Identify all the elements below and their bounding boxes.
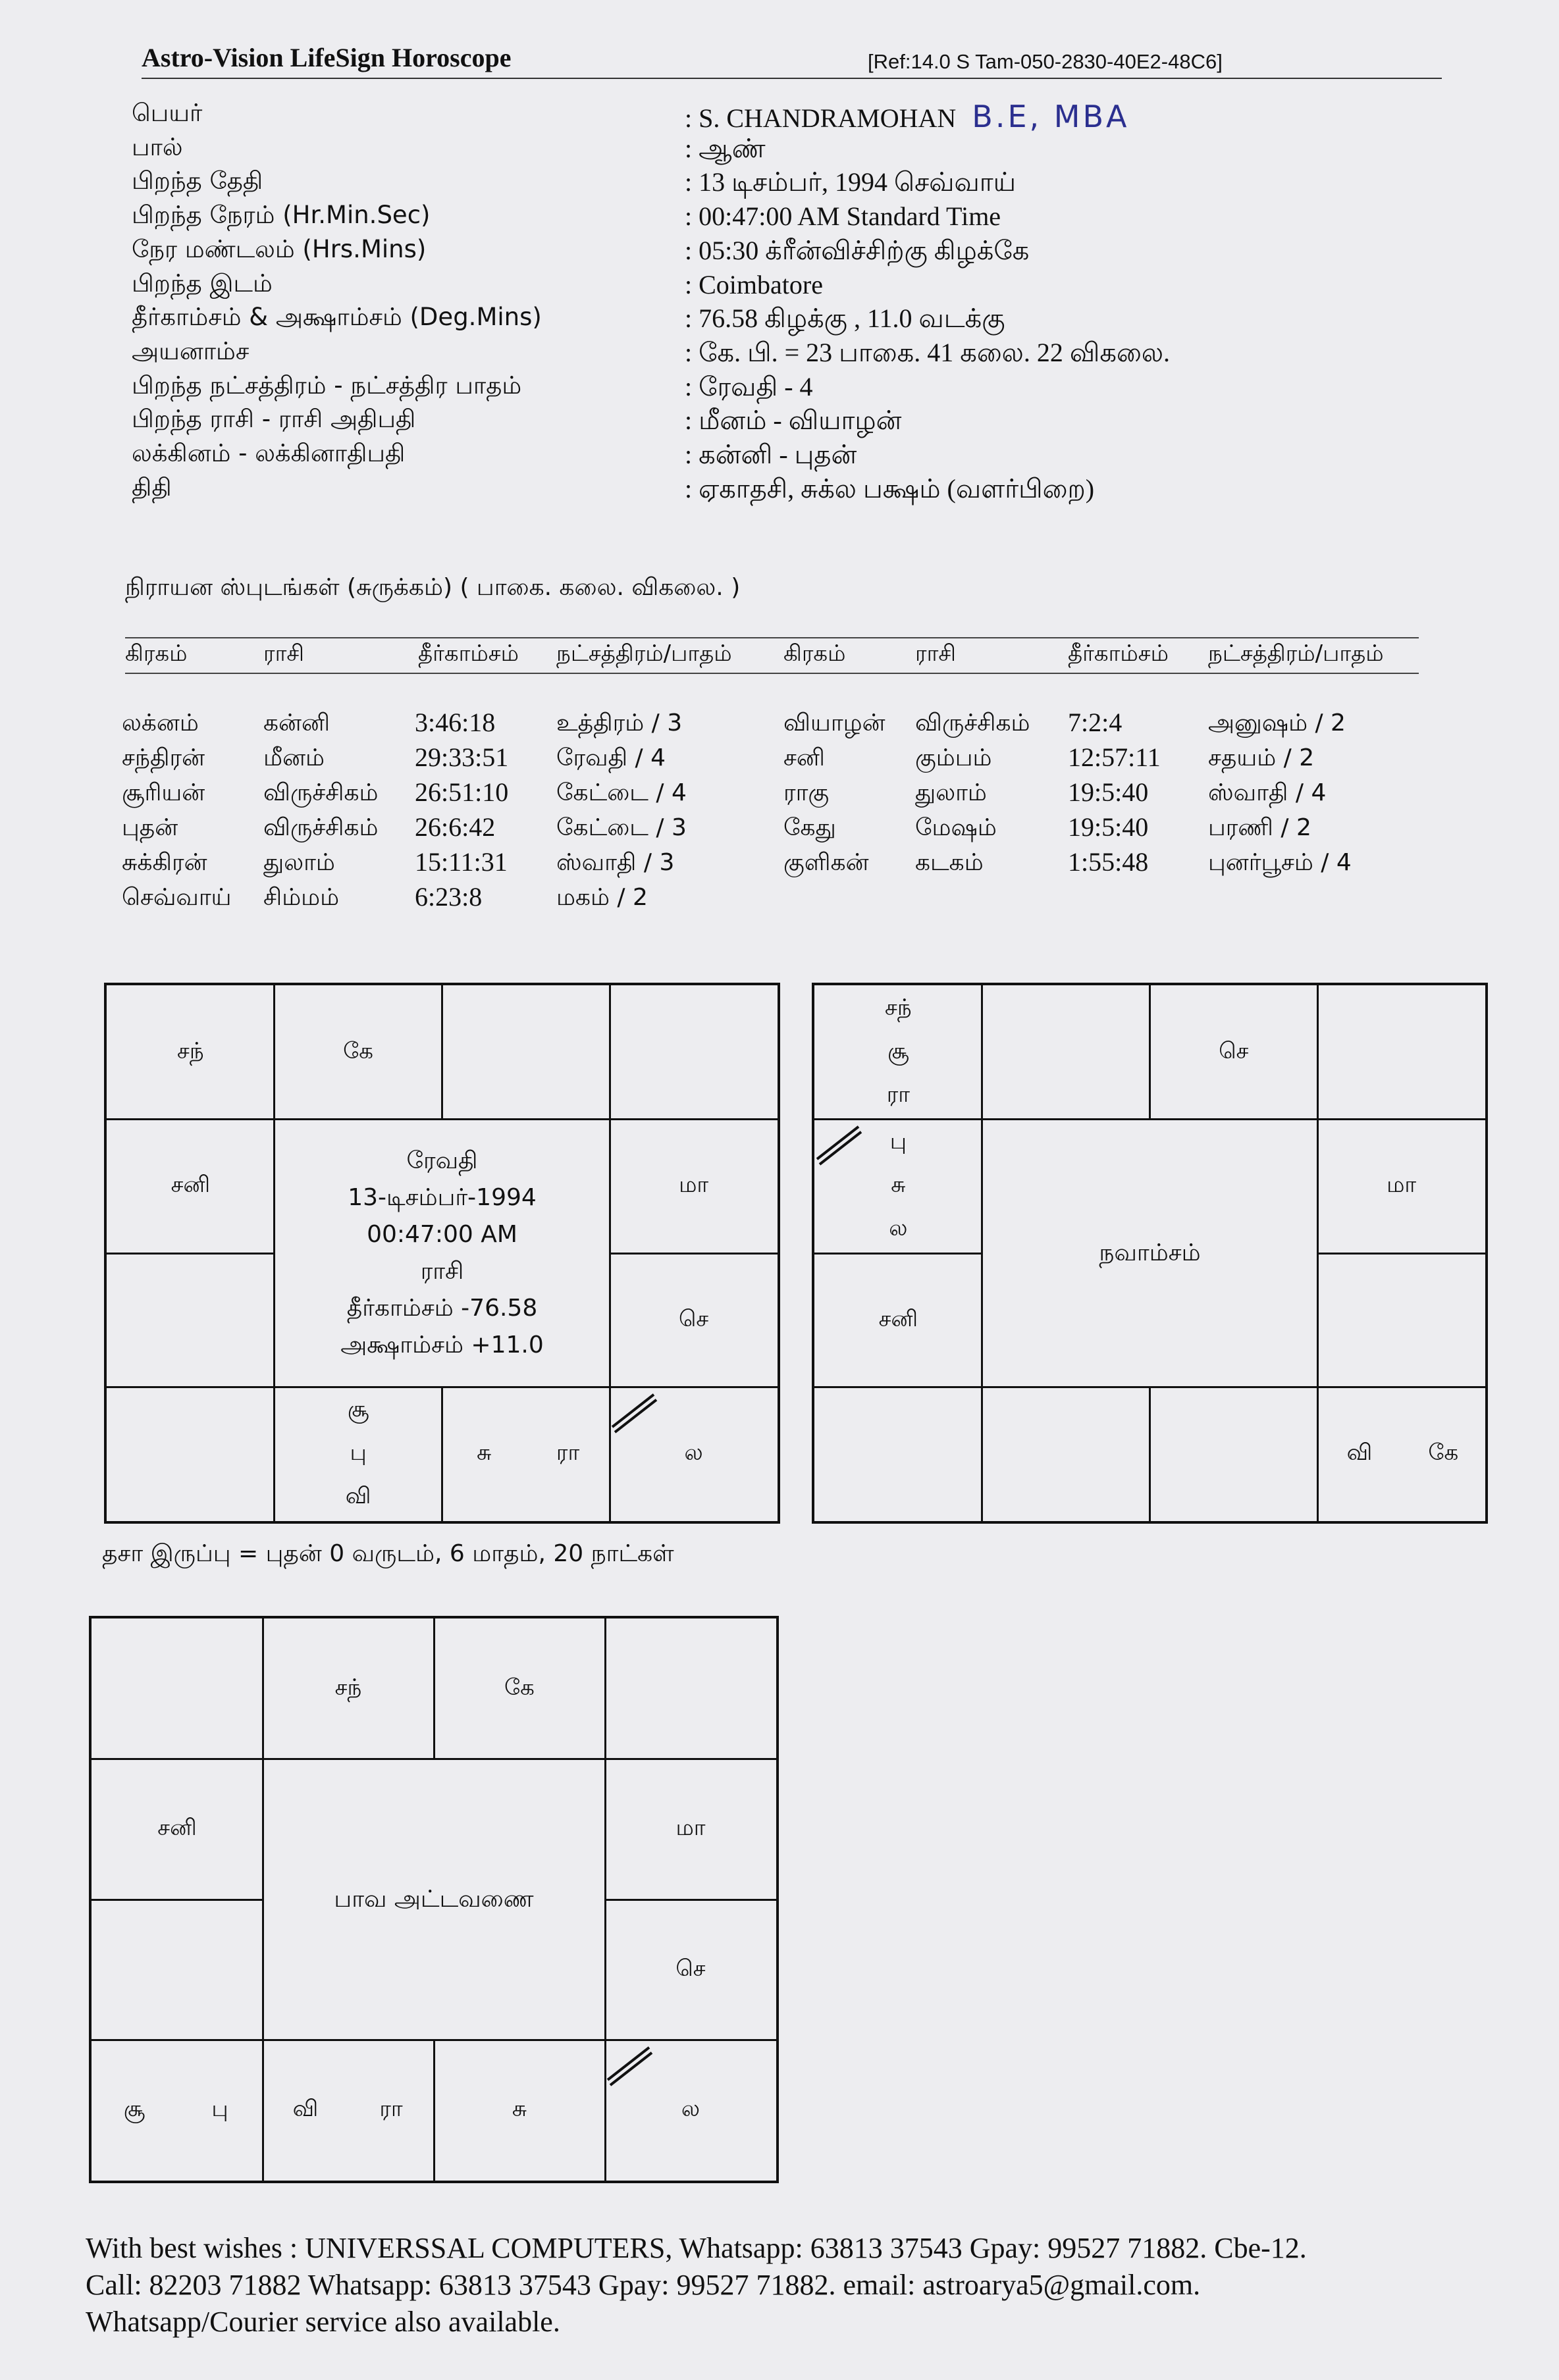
table-cell: புனர்பூசம் / 4 — [1208, 849, 1352, 876]
detail-value-text: : கே. பி. = 23 பாகை. 41 கலை. 22 விகலை. — [685, 337, 1171, 367]
table-cell: ரேவதி / 4 — [556, 744, 666, 771]
detail-label: திதி — [132, 473, 172, 502]
detail-row — [132, 439, 1383, 473]
positions-title: நிராயன ஸ்புடங்கள் (சுருக்கம்) ( பாகை. கலை. விகலை. ) — [125, 574, 741, 601]
planet-label: பு — [211, 2096, 228, 2123]
planet-label: மா — [675, 1815, 706, 1842]
table-cell: 19:5:40 — [1068, 812, 1149, 842]
table-column-header: நட்சத்திரம்/பாதம் — [556, 640, 732, 667]
planet-label: சூ — [347, 1396, 369, 1423]
table-column-header: ராசி — [915, 640, 956, 667]
planet-label: வி — [1346, 1439, 1373, 1466]
planet-label: சு — [891, 1172, 906, 1199]
detail-row — [132, 235, 1383, 269]
reference-code: [Ref:14.0 S Tam-050-2830-40E2-48C6] — [868, 50, 1223, 73]
detail-value — [685, 167, 1016, 201]
detail-row — [132, 201, 1383, 235]
chart-grid-line — [92, 2039, 776, 2041]
lagna-marker — [610, 2052, 653, 2086]
planet-label: சூ — [123, 2096, 145, 2123]
table-header-rule — [125, 673, 1419, 674]
planet-label: சு — [512, 2096, 527, 2123]
document-title: Astro-Vision LifeSign Horoscope — [142, 43, 512, 72]
detail-label: தீர்காம்சம் & அக்ஷாம்சம் (Deg.Mins) — [132, 303, 542, 332]
table-cell: செவ்வாய் — [122, 884, 232, 911]
detail-value-text: : கன்னி - புதன் — [685, 440, 857, 469]
planet-label: மா — [1387, 1172, 1417, 1199]
planet-label: சு — [477, 1439, 492, 1466]
planet-label: சந் — [177, 1037, 204, 1064]
chart-center-line: 00:47:00 AM — [367, 1221, 517, 1248]
navamsa-chart — [812, 983, 1488, 1524]
detail-value-text: : Coimbatore — [685, 269, 823, 299]
table-top-rule — [125, 637, 1419, 638]
planet-label: பு — [889, 1128, 907, 1155]
planet-label: கே — [343, 1037, 374, 1064]
table-cell: துலாம் — [263, 849, 335, 876]
chart-center — [982, 1235, 1318, 1272]
table-cell: மீனம் — [263, 744, 325, 771]
detail-value-text: : 05:30 க்ரீன்விச்சிற்கு கிழக்கே — [685, 235, 1030, 265]
planet-label: கே — [504, 1674, 535, 1701]
bhava-chart — [89, 1616, 779, 2183]
detail-label: லக்கினம் - லக்கினாதிபதி — [132, 439, 406, 467]
table-cell: 26:6:42 — [415, 812, 496, 842]
table-cell: ஸ்வாதி / 4 — [1208, 779, 1327, 806]
table-cell: 26:51:10 — [415, 777, 509, 807]
chart-grid-line — [107, 1386, 778, 1388]
table-cell: 1:55:48 — [1068, 847, 1149, 877]
table-column-header: ராசி — [263, 640, 304, 667]
detail-value-text: : ரேவதி - 4 — [685, 371, 813, 401]
detail-row — [132, 337, 1383, 371]
table-cell: துலாம் — [915, 779, 987, 806]
chart-grid-line — [1149, 1387, 1151, 1522]
table-cell: கேது — [783, 814, 836, 841]
planet-label: மா — [679, 1172, 709, 1199]
planet-label: சூ — [887, 1037, 909, 1064]
footer-line-2: Call: 82203 71882 Whatsapp: 63813 37543 Gpay: 99527 71882. email: astroarya5@gmail.com. — [86, 2269, 1201, 2301]
planet-label: சனி — [157, 1815, 197, 1842]
chart-center-line: ரேவதி — [406, 1147, 478, 1174]
table-column-header: தீர்காம்சம் — [1068, 640, 1169, 667]
table-cell: வியாழன் — [783, 710, 885, 737]
detail-row — [132, 269, 1383, 303]
chart-grid-line — [605, 1899, 776, 1901]
chart-center-line: பாவ அட்டவணை — [334, 1886, 534, 1913]
planet-label: செ — [675, 1955, 706, 1982]
table-column-header: கிரகம் — [125, 640, 188, 667]
table-cell: குளிகன் — [783, 849, 869, 876]
table-cell: 15:11:31 — [415, 847, 508, 877]
chart-center — [263, 1881, 605, 1918]
table-cell: சதயம் / 2 — [1208, 744, 1315, 771]
detail-row — [132, 371, 1383, 405]
chart-center-line: நவாம்சம் — [1099, 1239, 1201, 1266]
table-cell: அனுஷம் / 2 — [1208, 710, 1346, 737]
lagna-marker — [607, 2046, 650, 2081]
table-cell: சுக்கிரன் — [122, 849, 207, 876]
table-cell: மேஷம் — [915, 814, 997, 841]
planet-label: பு — [350, 1439, 367, 1466]
planet-label: வி — [345, 1483, 371, 1510]
chart-grid-line — [92, 1899, 263, 1901]
chart-center-line: 13-டிசம்பர்-1994 — [348, 1184, 537, 1211]
detail-row — [132, 473, 1383, 507]
footer-line-3: Whatsapp/Courier service also available. — [86, 2306, 560, 2338]
detail-label: பால் — [132, 132, 183, 161]
chart-grid-line — [107, 1253, 275, 1255]
chart-grid-line — [610, 1253, 778, 1255]
detail-value — [685, 201, 1001, 232]
chart-center-line: தீர்காம்சம் -76.58 — [346, 1295, 538, 1322]
detail-label: பிறந்த நட்சத்திரம் - நட்சத்திர பாதம் — [132, 371, 522, 400]
detail-value-text: : 13 டிசம்பர், 1994 செவ்வாய் — [685, 167, 1016, 197]
dasa-balance: தசா இருப்பு = புதன் 0 வருடம், 6 மாதம், 20 நாட்கள் — [102, 1540, 674, 1567]
detail-value-text: : 76.58 கிழக்கு , 11.0 வடக்கு — [685, 303, 1005, 334]
lagna-marker — [612, 1393, 655, 1428]
table-cell: லக்னம் — [122, 710, 199, 737]
handwritten-qualification: B.E, MBA — [972, 99, 1130, 134]
table-cell: சந்திரன் — [122, 744, 205, 771]
detail-value-text: : ஆண் — [685, 133, 766, 163]
detail-value-text: : ஏகாதசி, சுக்ல பக்ஷம் (வளர்பிறை) — [685, 473, 1095, 504]
table-cell: புதன் — [122, 814, 178, 841]
table-cell: கும்பம் — [915, 744, 992, 771]
chart-center — [275, 1143, 610, 1364]
chart-grid-line — [814, 1253, 982, 1255]
table-cell: கன்னி — [263, 710, 330, 737]
detail-value-text: : மீனம் - வியாழன் — [685, 405, 902, 436]
table-cell: 7:2:4 — [1068, 708, 1123, 737]
planet-label: சந் — [885, 994, 912, 1021]
detail-label: பிறந்த ராசி - ராசி அதிபதி — [132, 405, 416, 434]
planet-label: சந் — [334, 1674, 362, 1701]
detail-value-text: : S. CHANDRAMOHAN — [685, 103, 957, 133]
detail-label: நேர மண்டலம் (Hrs.Mins) — [132, 234, 427, 263]
detail-label: பிறந்த தேதி — [132, 167, 263, 195]
table-cell: 29:33:51 — [415, 742, 509, 772]
table-cell: சூரியன் — [122, 779, 205, 806]
table-cell: கேட்டை / 4 — [556, 779, 687, 806]
chart-grid-line — [1317, 1253, 1485, 1255]
detail-value — [685, 303, 1005, 337]
table-cell: பரணி / 2 — [1208, 814, 1311, 841]
footer-line-1: With best wishes : UNIVERSSAL COMPUTERS, Whatsapp: 63813 37543 Gpay: 99527 71882. Cbe-12. — [86, 2232, 1307, 2264]
table-cell: விருச்சிகம் — [915, 710, 1030, 737]
detail-row — [132, 99, 1383, 133]
chart-center-line: அக்ஷாம்சம் +11.0 — [340, 1332, 544, 1358]
planet-label: ரா — [886, 1081, 911, 1108]
planet-label: கே — [1428, 1439, 1459, 1466]
table-cell: 3:46:18 — [415, 708, 496, 737]
table-cell: 12:57:11 — [1068, 742, 1161, 772]
detail-label: அயனாம்ச — [132, 336, 250, 365]
planet-label: ல — [681, 2096, 700, 2123]
planet-label: சனி — [171, 1172, 211, 1199]
detail-value — [685, 99, 1129, 134]
table-cell: சிம்மம் — [263, 884, 340, 911]
chart-grid-line — [814, 1386, 1485, 1388]
table-cell: 19:5:40 — [1068, 777, 1149, 807]
detail-value — [685, 439, 857, 473]
table-cell: மகம் / 2 — [556, 884, 648, 911]
detail-value — [685, 473, 1094, 507]
detail-label: பிறந்த இடம் — [132, 269, 273, 298]
table-column-header: தீர்காம்சம் — [418, 640, 519, 667]
planet-label: ல — [684, 1439, 703, 1466]
detail-value — [685, 269, 823, 300]
table-cell: சனி — [783, 744, 825, 771]
planet-label: செ — [678, 1305, 709, 1332]
planet-label: சனி — [878, 1305, 918, 1332]
detail-value — [685, 371, 813, 405]
header-divider — [142, 78, 1442, 79]
planet-label: ல — [889, 1215, 908, 1242]
table-cell: கடகம் — [915, 849, 984, 876]
planet-label: ரா — [379, 2096, 403, 2123]
detail-row — [132, 133, 1383, 167]
table-cell: கேட்டை / 3 — [556, 814, 687, 841]
table-cell: ராகு — [783, 779, 830, 806]
detail-row — [132, 303, 1383, 337]
detail-row — [132, 167, 1383, 201]
table-cell: விருச்சிகம் — [263, 814, 379, 841]
detail-label: பெயர் — [132, 99, 203, 127]
table-cell: 6:23:8 — [415, 882, 483, 912]
planet-label: செ — [1219, 1037, 1249, 1064]
table-cell: உத்திரம் / 3 — [556, 710, 683, 737]
lagna-marker — [614, 1399, 658, 1433]
detail-value — [685, 337, 1170, 371]
planet-label: ரா — [556, 1439, 580, 1466]
detail-value — [685, 405, 901, 439]
detail-label: பிறந்த நேரம் (Hr.Min.Sec) — [132, 201, 431, 230]
table-cell: விருச்சிகம் — [263, 779, 379, 806]
detail-row — [132, 405, 1383, 439]
chart-center-line: ராசி — [420, 1258, 464, 1285]
detail-value — [685, 235, 1029, 269]
detail-value — [685, 133, 766, 167]
table-column-header: கிரகம் — [783, 640, 846, 667]
rasi-chart — [104, 983, 780, 1524]
detail-value-text: : 00:47:00 AM Standard Time — [685, 201, 1001, 232]
table-column-header: நட்சத்திரம்/பாதம் — [1208, 640, 1384, 667]
table-cell: ஸ்வாதி / 3 — [556, 849, 675, 876]
planet-label: வி — [292, 2096, 319, 2123]
